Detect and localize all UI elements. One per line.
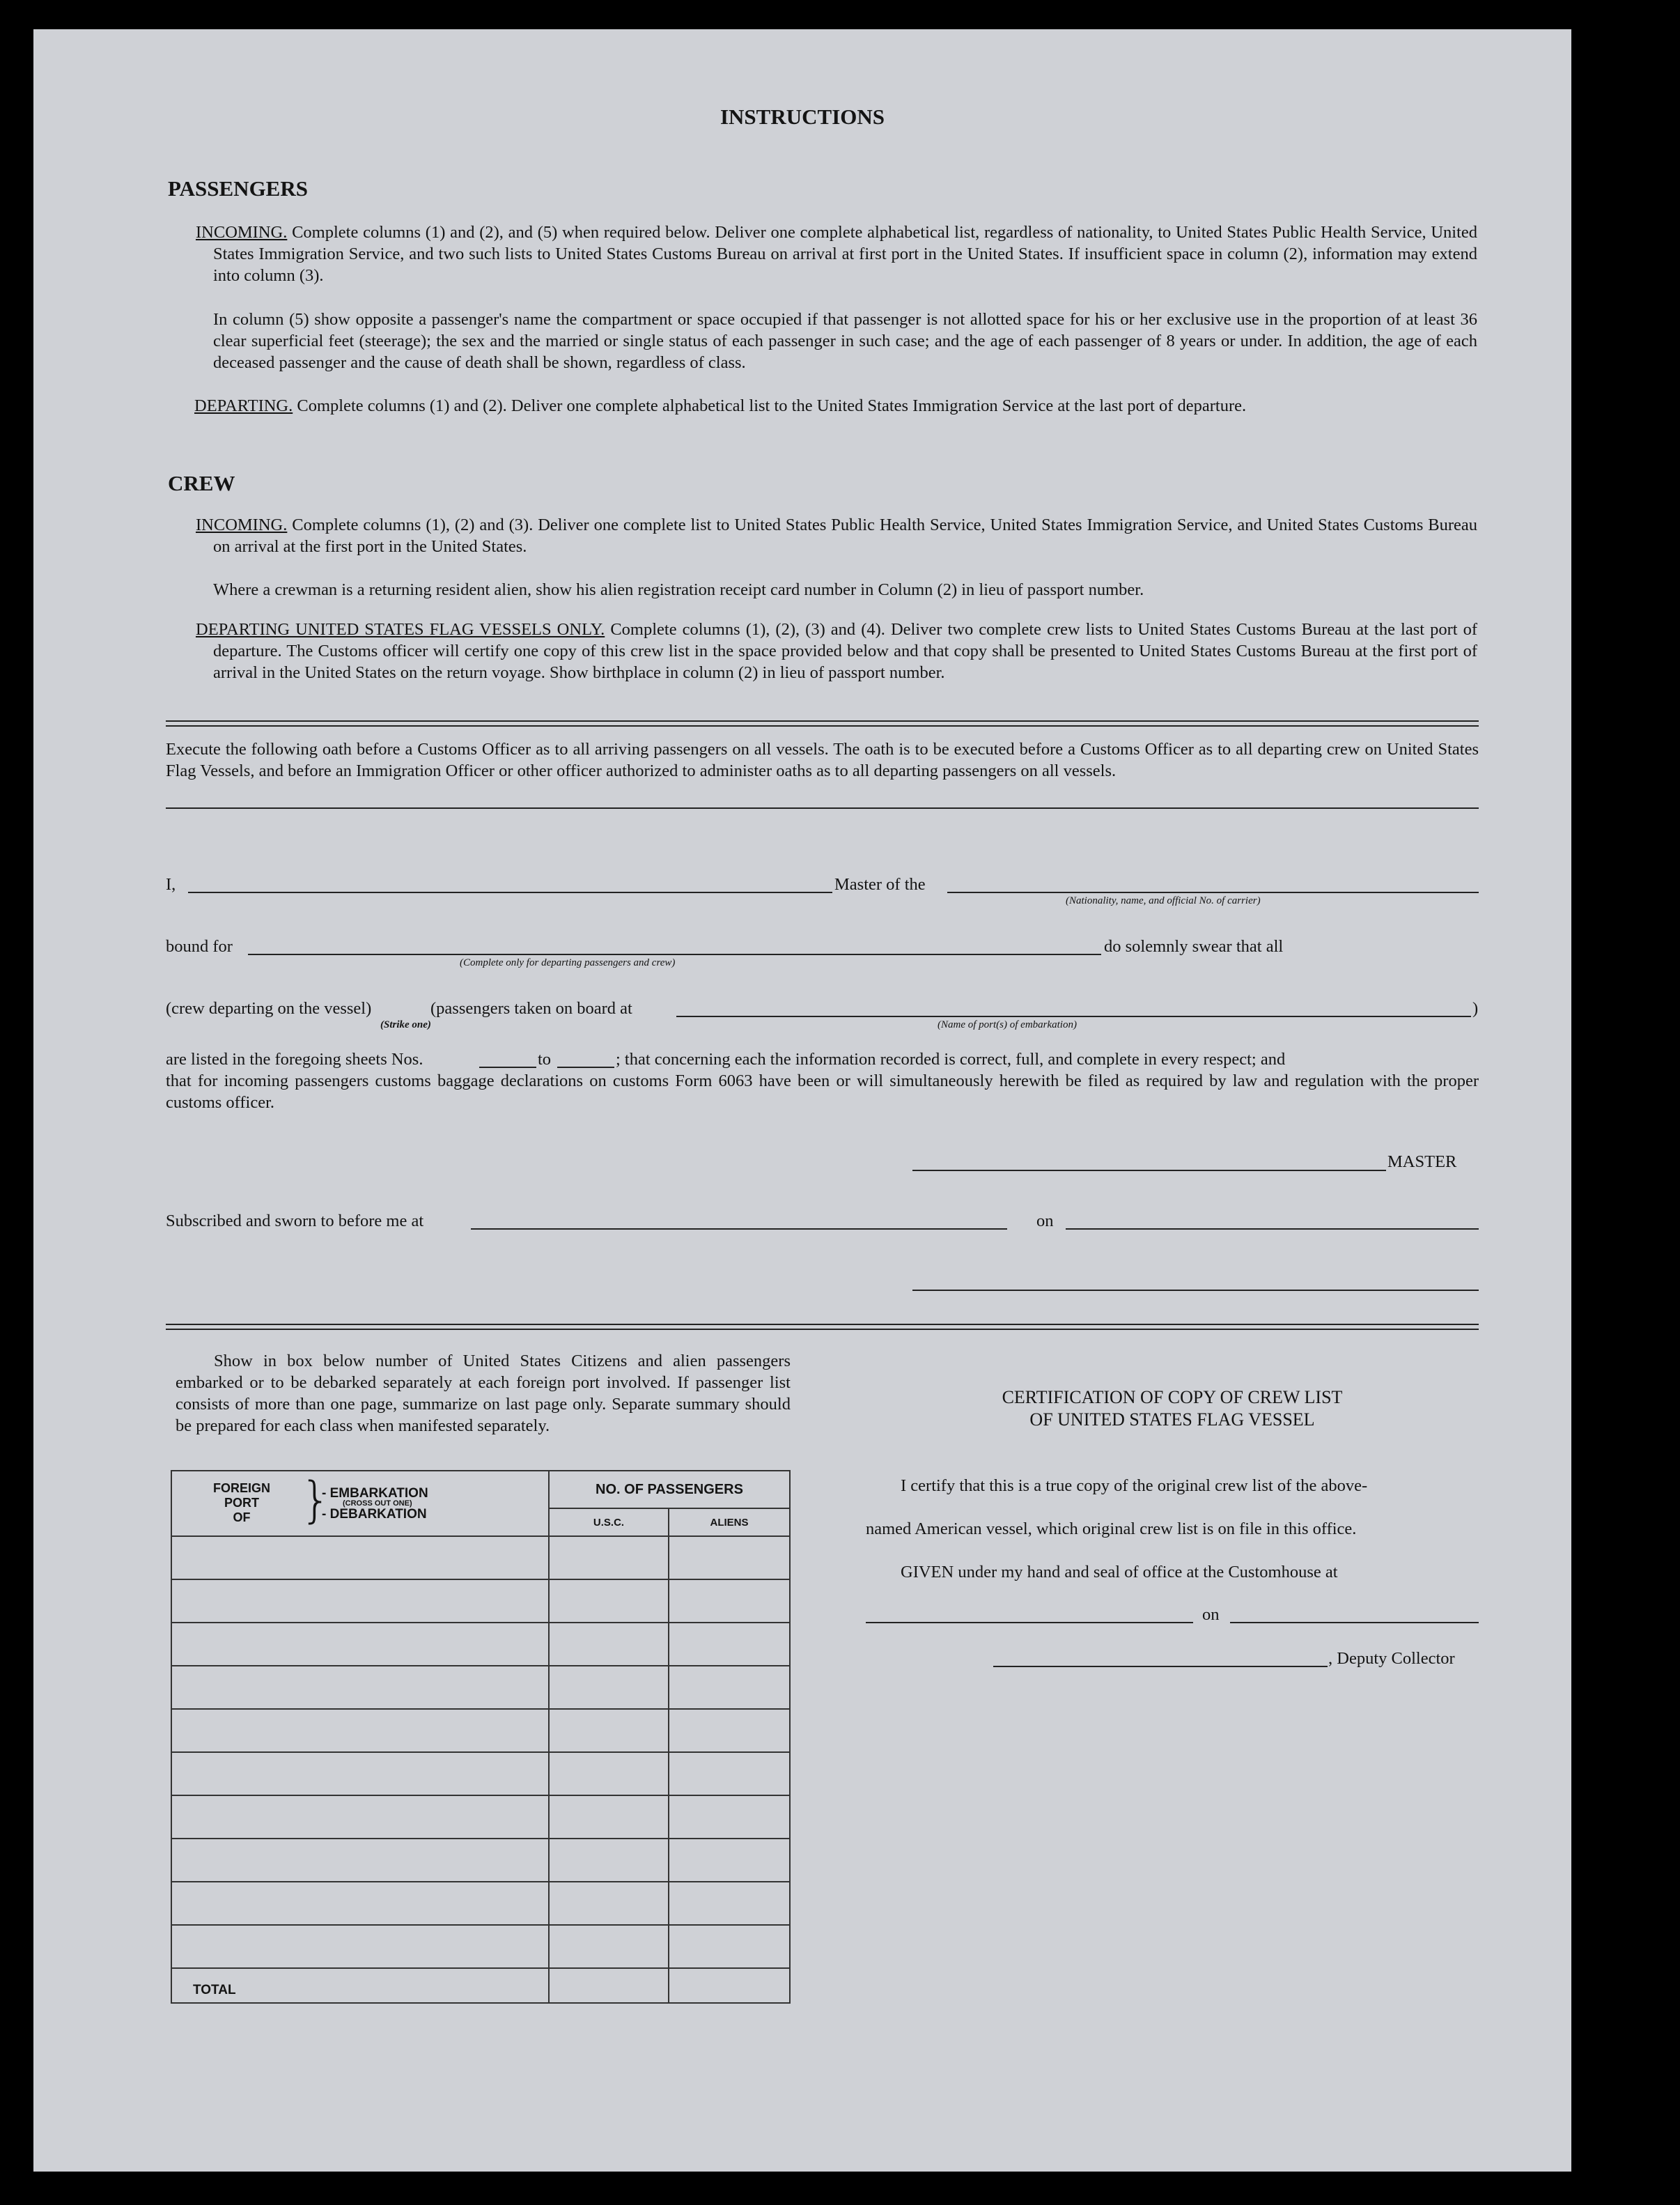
crew-departing-label: DEPARTING UNITED STATES FLAG VESSELS ONLY. (196, 620, 605, 639)
sworn-on-label: on (1036, 1212, 1054, 1230)
swear-label: do solemnly swear that all (1104, 937, 1284, 956)
aliens-cell[interactable] (669, 1623, 790, 1666)
summary-instructions: Show in box below number of United States Citizens and alien passengers embarked or to be debarked separately at each foreign port involved. If passenger list consists of more than one page, summarize on last page only. Separate summary should be prepared for each class when manifested separately. (176, 1352, 791, 1435)
certify-line-1: I certify that this is a true copy of the original crew list of the above- (901, 1476, 1368, 1495)
bound-caption: (Complete only for departing passengers and crew) (460, 957, 676, 968)
usc-cell[interactable] (549, 1579, 669, 1623)
usc-cell[interactable] (549, 1623, 669, 1666)
form-page (33, 29, 1571, 2172)
debarkation-label: - DEBARKATION (322, 1507, 427, 1522)
aliens-cell[interactable] (669, 1579, 790, 1623)
passenger-summary-table (171, 1470, 791, 2004)
usc-cell[interactable] (549, 1882, 669, 1925)
given-line: GIVEN under my hand and seal of office at the Customhouse at (901, 1563, 1338, 1581)
port-cell[interactable] (171, 1839, 549, 1882)
resident-alien-paragraph: Where a crewman is a returning resident alien, show his alien registration receipt card number in Column (2) in lieu of passport number. (213, 580, 1144, 599)
aliens-cell[interactable] (669, 1795, 790, 1839)
oath-intro-rule (166, 807, 1479, 809)
carrier-caption: (Nationality, name, and official No. of carrier) (1066, 895, 1261, 906)
listed-label: are listed in the foregoing sheets Nos. (166, 1050, 423, 1069)
officer-signature-field[interactable] (912, 1290, 1479, 1291)
oath-intro: Execute the following oath before a Customs Officer as to all arriving passengers on all vessels. The oath is to be executed before a Customs Officer as to all departing crew on United States Flag Vessels, and before an Immigration Officer or other officer authorized to administer oaths as to all departing passengers on all vessels. (166, 740, 1479, 780)
table-row (171, 1709, 790, 1752)
certification-title-2: OF UNITED STATES FLAG VESSEL (1029, 1409, 1315, 1430)
customhouse-field[interactable] (866, 1622, 1193, 1623)
port-cell[interactable] (171, 1623, 549, 1666)
subscribed-label: Subscribed and sworn to before me at (166, 1212, 424, 1230)
aliens-cell[interactable] (669, 1925, 790, 1968)
sworn-place-field[interactable] (471, 1228, 1007, 1230)
bound-for-field[interactable] (248, 954, 1101, 955)
aliens-cell[interactable] (669, 1666, 790, 1709)
master-signature-field[interactable] (912, 1170, 1386, 1171)
passengers-departing-text: Complete columns (1) and (2). Deliver one complete alphabetical list to the United States Immigration Service at the last port of departure. (297, 396, 1247, 415)
aliens-header: ALIENS (669, 1508, 790, 1536)
sheet-to-field[interactable] (557, 1067, 614, 1068)
table-row (171, 1623, 790, 1666)
passengers-taken-option: (passengers taken on board at (430, 999, 632, 1018)
crew-departing-option: (crew departing on the vessel) (166, 999, 372, 1018)
port-cell[interactable] (171, 1752, 549, 1795)
usc-total-cell[interactable] (549, 1968, 669, 2003)
port-cell[interactable] (171, 1536, 549, 1579)
no-of-passengers-header: NO. OF PASSENGERS (549, 1471, 790, 1508)
listed-continuation: ; that concerning each the information recorded is correct, full, and complete in every respect; and (616, 1050, 1286, 1069)
port-label: PORT (224, 1496, 259, 1510)
aliens-total-cell[interactable] (669, 1968, 790, 2003)
of-label: OF (233, 1510, 251, 1524)
passengers-incoming-label: INCOMING. (196, 223, 288, 242)
strike-caption: (Strike one) (380, 1019, 431, 1030)
usc-cell[interactable] (549, 1925, 669, 1968)
sheet-from-field[interactable] (479, 1067, 536, 1068)
embark-caption: (Name of port(s) of embarkation) (938, 1019, 1077, 1030)
crew-departing-text: Complete columns (1), (2), (3) and (4). Deliver two complete crew lists to United States Customs Bureau at the last port of departure. The Customs officer will certify one copy of this crew list in the space provided below and that copy shall be presented to United States Customs Bureau at the first port of arrival in the United States on the return voyage. Show birthplace in column (2) in lieu of passport number. (213, 620, 1478, 682)
table-row (171, 1579, 790, 1623)
table-row (171, 1882, 790, 1925)
brace-icon: } (300, 1471, 332, 1529)
port-cell[interactable] (171, 1795, 549, 1839)
embarkation-port-field[interactable] (676, 1016, 1471, 1017)
bound-for-label: bound for (166, 937, 233, 956)
table-row (171, 1925, 790, 1968)
passengers-heading: PASSENGERS (168, 176, 308, 201)
total-label: TOTAL (171, 1968, 549, 2003)
foreign-label: FOREIGN (212, 1481, 270, 1495)
aliens-cell[interactable] (669, 1752, 790, 1795)
usc-cell[interactable] (549, 1536, 669, 1579)
table-row (171, 1752, 790, 1795)
foreign-port-header (171, 1471, 549, 1536)
port-cell[interactable] (171, 1709, 549, 1752)
passengers-incoming-text: Complete columns (1) and (2), and (5) when required below. Deliver one complete alphabetical list, regardless of nationality, to United States Public Health Service, United States Immigration Service, and two such lists to United States Customs Bureau on arrival at first port in the United States. If insufficient space in column (2), information may extend into column (3). (213, 223, 1478, 285)
deputy-signature-field[interactable] (993, 1666, 1328, 1667)
section-divider (166, 720, 1479, 727)
sheet-to-label: to (538, 1050, 552, 1069)
table-row (171, 1536, 790, 1579)
table-row (171, 1839, 790, 1882)
port-cell[interactable] (171, 1882, 549, 1925)
aliens-cell[interactable] (669, 1839, 790, 1882)
passengers-incoming-paragraph (196, 222, 1477, 286)
aliens-cell[interactable] (669, 1536, 790, 1579)
table-row (171, 1795, 790, 1839)
crew-incoming-paragraph (196, 514, 1477, 557)
crew-heading: CREW (168, 471, 235, 495)
usc-cell[interactable] (549, 1795, 669, 1839)
crew-departing-paragraph (196, 619, 1477, 683)
usc-cell[interactable] (549, 1752, 669, 1795)
passengers-departing-paragraph (194, 395, 1477, 417)
baggage-declaration-text: that for incoming passengers customs baggage declarations on customs Form 6063 have been or will simultaneously herewith be filed as required by law and regulation with the proper customs officer. (166, 1071, 1479, 1112)
lower-divider (166, 1324, 1479, 1330)
carrier-field[interactable] (947, 892, 1479, 893)
port-cell[interactable] (171, 1925, 549, 1968)
cert-date-field[interactable] (1230, 1622, 1479, 1623)
master-label: MASTER (1387, 1152, 1457, 1171)
aliens-cell[interactable] (669, 1882, 790, 1925)
usc-cell[interactable] (549, 1709, 669, 1752)
column5-paragraph: In column (5) show opposite a passenger's name the compartment or space occupied if that passenger is not allotted space for his or her exclusive use in the proportion of at least 36 clear superficial feet (steerage); the sex and the married or single status of each passenger in such case; and the age of each passenger of 8 years or under. In addition, the age of each deceased passenger and the cause of death shall be shown, regardless of class. (213, 310, 1477, 372)
port-cell[interactable] (171, 1579, 549, 1623)
cross-out-label: (CROSS OUT ONE) (343, 1499, 412, 1508)
crew-incoming-text: Complete columns (1), (2) and (3). Deliver one complete list to United States Public Health Service, United States Immigration Service, and United States Customs Bureau on arrival at the first port in the United States. (213, 516, 1478, 556)
crew-incoming-label: INCOMING. (196, 516, 288, 534)
usc-cell[interactable] (549, 1666, 669, 1709)
sworn-date-field[interactable] (1066, 1228, 1479, 1230)
deputy-collector-label: , Deputy Collector (1328, 1649, 1455, 1668)
close-paren: ) (1472, 999, 1479, 1018)
passengers-departing-label: DEPARTING. (194, 396, 293, 415)
aliens-cell[interactable] (669, 1709, 790, 1752)
master-of-the-label: Master of the (834, 875, 926, 894)
usc-cell[interactable] (549, 1839, 669, 1882)
master-name-field[interactable] (188, 892, 832, 893)
embarkation-label: - EMBARKATION (322, 1486, 428, 1501)
page-title: INSTRUCTIONS (720, 105, 885, 129)
i-label: I, (166, 875, 176, 894)
certification-title-1: CERTIFICATION OF COPY OF CREW LIST (1002, 1387, 1343, 1407)
port-cell[interactable] (171, 1666, 549, 1709)
certify-line-2: named American vessel, which original crew list is on file in this office. (866, 1519, 1357, 1538)
table-row (171, 1666, 790, 1709)
total-row (171, 1968, 790, 2003)
usc-header: U.S.C. (549, 1508, 669, 1536)
cert-on-label: on (1202, 1605, 1220, 1624)
